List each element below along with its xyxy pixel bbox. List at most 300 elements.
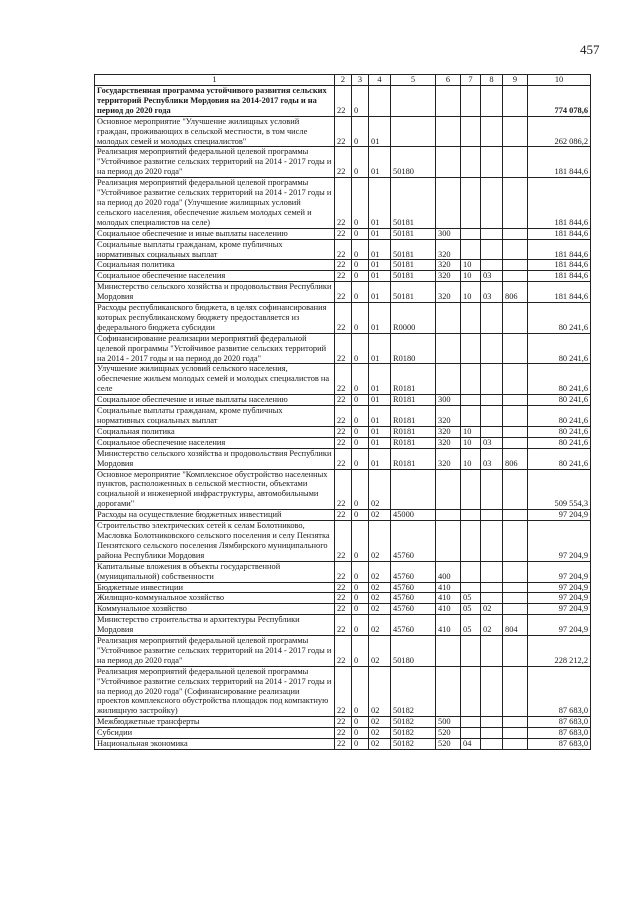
row-code-c3: 0 bbox=[352, 303, 369, 334]
row-code-c6: 410 bbox=[436, 604, 461, 615]
row-code-c8 bbox=[481, 561, 503, 582]
row-code-c3: 0 bbox=[352, 717, 369, 728]
row-code-c6: 320 bbox=[436, 260, 461, 271]
table-row bbox=[95, 239, 591, 260]
row-code-c6 bbox=[436, 303, 461, 334]
row-code-c6 bbox=[436, 510, 461, 521]
row-code-c3: 0 bbox=[352, 615, 369, 636]
table-row bbox=[95, 282, 591, 303]
row-code-c3: 0 bbox=[352, 147, 369, 178]
row-name: Бюджетные инвестиции bbox=[95, 582, 335, 593]
row-code-c4 bbox=[369, 86, 391, 117]
column-header: 8 bbox=[481, 75, 503, 86]
row-code-c3: 0 bbox=[352, 739, 369, 750]
row-code-c9 bbox=[503, 666, 528, 717]
row-code-c7 bbox=[461, 86, 481, 117]
row-amount: 181 844,6 bbox=[528, 228, 591, 239]
row-code-c9 bbox=[503, 561, 528, 582]
row-code-c7 bbox=[461, 239, 481, 260]
row-code-c9: 806 bbox=[503, 448, 528, 469]
row-code-c7 bbox=[461, 666, 481, 717]
row-code-c2: 22 bbox=[335, 666, 352, 717]
row-code-c2: 22 bbox=[335, 448, 352, 469]
row-code-c3: 0 bbox=[352, 521, 369, 562]
row-amount: 80 241,6 bbox=[528, 437, 591, 448]
row-name: Социальная политика bbox=[95, 260, 335, 271]
row-code-c3: 0 bbox=[352, 593, 369, 604]
row-code-c4: 02 bbox=[369, 636, 391, 667]
row-code-c6: 320 bbox=[436, 271, 461, 282]
row-amount: 97 204,9 bbox=[528, 615, 591, 636]
row-code-c6: 320 bbox=[436, 437, 461, 448]
row-name: Социальное обеспечение и иные выплаты населению bbox=[95, 228, 335, 239]
row-code-c9 bbox=[503, 239, 528, 260]
row-code-c7: 10 bbox=[461, 271, 481, 282]
row-code-c8: 03 bbox=[481, 448, 503, 469]
row-code-c2: 22 bbox=[335, 717, 352, 728]
table-row bbox=[95, 604, 591, 615]
table-row bbox=[95, 582, 591, 593]
row-code-c4: 01 bbox=[369, 437, 391, 448]
row-code-c6: 320 bbox=[436, 406, 461, 427]
row-name: Реализация мероприятий федеральной целевой программы "Устойчивое развитие сельских территорий на 2014 - 2017 годы и на период до 2020 года" bbox=[95, 147, 335, 178]
row-code-c3: 0 bbox=[352, 510, 369, 521]
row-code-c9 bbox=[503, 260, 528, 271]
table-row bbox=[95, 636, 591, 667]
row-code-c8 bbox=[481, 406, 503, 427]
row-code-c7: 10 bbox=[461, 437, 481, 448]
row-code-c2: 22 bbox=[335, 364, 352, 395]
row-name: Софинансирование реализации мероприятий федеральной целевой программы "Устойчивое развитие сельских территорий на 2014 - 2017 годы и на период до 2020 года" bbox=[95, 333, 335, 364]
row-code-c7 bbox=[461, 364, 481, 395]
row-code-c7 bbox=[461, 582, 481, 593]
row-code-c9 bbox=[503, 406, 528, 427]
row-code-c8 bbox=[481, 260, 503, 271]
row-code-c4: 01 bbox=[369, 303, 391, 334]
row-code-c6: 320 bbox=[436, 426, 461, 437]
row-code-c2: 22 bbox=[335, 303, 352, 334]
row-code-c7: 05 bbox=[461, 593, 481, 604]
row-code-c8 bbox=[481, 582, 503, 593]
row-code-c2: 22 bbox=[335, 469, 352, 510]
table-row bbox=[95, 364, 591, 395]
row-code-c9 bbox=[503, 271, 528, 282]
row-code-c9 bbox=[503, 604, 528, 615]
row-code-c3: 0 bbox=[352, 228, 369, 239]
row-code-c3: 0 bbox=[352, 86, 369, 117]
row-name: Социальная политика bbox=[95, 426, 335, 437]
row-code-c6: 520 bbox=[436, 728, 461, 739]
table-body bbox=[95, 86, 591, 750]
row-amount: 509 554,3 bbox=[528, 469, 591, 510]
row-code-c4: 01 bbox=[369, 364, 391, 395]
row-code-c7: 10 bbox=[461, 260, 481, 271]
row-amount: 80 241,6 bbox=[528, 395, 591, 406]
row-code-c9: 804 bbox=[503, 615, 528, 636]
row-code-c2: 22 bbox=[335, 260, 352, 271]
row-code-c9 bbox=[503, 395, 528, 406]
row-code-c9 bbox=[503, 426, 528, 437]
row-code-c8 bbox=[481, 178, 503, 229]
row-code-c5: R0000 bbox=[391, 303, 436, 334]
row-code-c6: 520 bbox=[436, 739, 461, 750]
row-code-c3: 0 bbox=[352, 178, 369, 229]
row-code-c8 bbox=[481, 239, 503, 260]
table-row bbox=[95, 510, 591, 521]
row-amount: 87 683,0 bbox=[528, 739, 591, 750]
row-code-c5: 45760 bbox=[391, 521, 436, 562]
table-row bbox=[95, 395, 591, 406]
row-code-c2: 22 bbox=[335, 333, 352, 364]
row-code-c4: 01 bbox=[369, 395, 391, 406]
table-row bbox=[95, 426, 591, 437]
row-amount: 774 078,6 bbox=[528, 86, 591, 117]
row-code-c8 bbox=[481, 469, 503, 510]
row-code-c4: 01 bbox=[369, 282, 391, 303]
row-code-c5: 50181 bbox=[391, 178, 436, 229]
row-code-c7: 10 bbox=[461, 426, 481, 437]
row-amount: 80 241,6 bbox=[528, 426, 591, 437]
row-code-c4: 01 bbox=[369, 228, 391, 239]
row-code-c2: 22 bbox=[335, 228, 352, 239]
row-code-c3: 0 bbox=[352, 561, 369, 582]
page-number: 457 bbox=[580, 42, 600, 57]
row-code-c4: 01 bbox=[369, 426, 391, 437]
row-code-c7: 10 bbox=[461, 282, 481, 303]
row-code-c4: 01 bbox=[369, 178, 391, 229]
row-code-c3: 0 bbox=[352, 728, 369, 739]
row-code-c3: 0 bbox=[352, 406, 369, 427]
row-amount: 97 204,9 bbox=[528, 510, 591, 521]
row-code-c2: 22 bbox=[335, 426, 352, 437]
row-code-c6 bbox=[436, 636, 461, 667]
row-code-c6: 300 bbox=[436, 228, 461, 239]
row-code-c2: 22 bbox=[335, 406, 352, 427]
row-name: Социальное обеспечение населения bbox=[95, 271, 335, 282]
row-code-c3: 0 bbox=[352, 636, 369, 667]
row-name: Реализация мероприятий федеральной целевой программы "Устойчивое развитие сельских территорий на 2014 - 2017 годы и на период до 2020 года" bbox=[95, 636, 335, 667]
row-code-c8 bbox=[481, 728, 503, 739]
row-code-c8 bbox=[481, 593, 503, 604]
column-header: 4 bbox=[369, 75, 391, 86]
row-amount: 80 241,6 bbox=[528, 333, 591, 364]
row-code-c8: 02 bbox=[481, 615, 503, 636]
row-code-c2: 22 bbox=[335, 271, 352, 282]
table-row bbox=[95, 739, 591, 750]
row-code-c9 bbox=[503, 582, 528, 593]
table-row bbox=[95, 406, 591, 427]
row-name: Основное мероприятие "Улучшение жилищных условий граждан, проживающих в сельской местности, в том числе молодых семей и молодых специалистов" bbox=[95, 116, 335, 147]
row-code-c5: 45760 bbox=[391, 604, 436, 615]
row-code-c6 bbox=[436, 364, 461, 395]
row-code-c3: 0 bbox=[352, 271, 369, 282]
row-code-c9: 806 bbox=[503, 282, 528, 303]
row-code-c7 bbox=[461, 636, 481, 667]
row-code-c8 bbox=[481, 426, 503, 437]
row-code-c6: 300 bbox=[436, 395, 461, 406]
row-code-c6: 410 bbox=[436, 593, 461, 604]
row-code-c8: 03 bbox=[481, 271, 503, 282]
row-code-c7 bbox=[461, 178, 481, 229]
row-code-c4: 02 bbox=[369, 521, 391, 562]
row-code-c4: 02 bbox=[369, 666, 391, 717]
row-code-c3: 0 bbox=[352, 364, 369, 395]
row-amount: 262 086,2 bbox=[528, 116, 591, 147]
row-amount: 97 204,9 bbox=[528, 521, 591, 562]
column-header: 9 bbox=[503, 75, 528, 86]
table-row bbox=[95, 437, 591, 448]
table-row bbox=[95, 615, 591, 636]
column-header: 2 bbox=[335, 75, 352, 86]
table-row bbox=[95, 116, 591, 147]
row-amount: 97 204,9 bbox=[528, 604, 591, 615]
row-code-c5: R0181 bbox=[391, 437, 436, 448]
row-name: Жилищно-коммунальное хозяйство bbox=[95, 593, 335, 604]
row-code-c3: 0 bbox=[352, 666, 369, 717]
row-code-c3: 0 bbox=[352, 395, 369, 406]
row-code-c9 bbox=[503, 364, 528, 395]
row-code-c4: 02 bbox=[369, 561, 391, 582]
row-code-c6: 410 bbox=[436, 615, 461, 636]
table-row bbox=[95, 717, 591, 728]
row-code-c5: 50182 bbox=[391, 666, 436, 717]
row-code-c4: 02 bbox=[369, 739, 391, 750]
row-code-c9 bbox=[503, 593, 528, 604]
row-code-c4: 02 bbox=[369, 728, 391, 739]
row-code-c5: 45760 bbox=[391, 593, 436, 604]
column-header: 5 bbox=[391, 75, 436, 86]
row-code-c9 bbox=[503, 717, 528, 728]
row-code-c6: 320 bbox=[436, 448, 461, 469]
row-code-c3: 0 bbox=[352, 260, 369, 271]
row-code-c6: 500 bbox=[436, 717, 461, 728]
row-code-c5 bbox=[391, 86, 436, 117]
row-code-c7 bbox=[461, 717, 481, 728]
row-code-c8 bbox=[481, 116, 503, 147]
row-code-c4: 02 bbox=[369, 593, 391, 604]
row-code-c3: 0 bbox=[352, 437, 369, 448]
row-code-c9 bbox=[503, 147, 528, 178]
row-code-c5: 50181 bbox=[391, 228, 436, 239]
row-code-c9 bbox=[503, 510, 528, 521]
column-header: 3 bbox=[352, 75, 369, 86]
row-code-c7: 10 bbox=[461, 448, 481, 469]
row-amount: 80 241,6 bbox=[528, 364, 591, 395]
row-code-c8 bbox=[481, 303, 503, 334]
row-amount: 181 844,6 bbox=[528, 239, 591, 260]
row-code-c4: 02 bbox=[369, 469, 391, 510]
row-code-c8 bbox=[481, 636, 503, 667]
row-code-c6: 410 bbox=[436, 582, 461, 593]
row-code-c4: 02 bbox=[369, 582, 391, 593]
row-code-c5: 45760 bbox=[391, 582, 436, 593]
row-code-c2: 22 bbox=[335, 636, 352, 667]
row-code-c2: 22 bbox=[335, 593, 352, 604]
row-code-c2: 22 bbox=[335, 739, 352, 750]
column-header: 6 bbox=[436, 75, 461, 86]
row-code-c9 bbox=[503, 303, 528, 334]
row-code-c5: 50181 bbox=[391, 271, 436, 282]
row-code-c9 bbox=[503, 333, 528, 364]
row-code-c2: 22 bbox=[335, 86, 352, 117]
column-header: 7 bbox=[461, 75, 481, 86]
row-code-c5: 45760 bbox=[391, 615, 436, 636]
row-code-c9 bbox=[503, 728, 528, 739]
row-code-c5: R0181 bbox=[391, 364, 436, 395]
row-name: Субсидии bbox=[95, 728, 335, 739]
row-code-c3: 0 bbox=[352, 116, 369, 147]
row-amount: 181 844,6 bbox=[528, 178, 591, 229]
row-code-c8 bbox=[481, 228, 503, 239]
column-header: 10 bbox=[528, 75, 591, 86]
table-row bbox=[95, 178, 591, 229]
row-code-c7 bbox=[461, 406, 481, 427]
row-code-c3: 0 bbox=[352, 469, 369, 510]
row-code-c7: 05 bbox=[461, 604, 481, 615]
row-code-c9 bbox=[503, 469, 528, 510]
row-code-c4: 02 bbox=[369, 604, 391, 615]
table-row bbox=[95, 728, 591, 739]
row-code-c5: 45760 bbox=[391, 561, 436, 582]
row-name: Социальные выплаты гражданам, кроме публичных нормативных социальных выплат bbox=[95, 406, 335, 427]
column-header: 1 bbox=[95, 75, 335, 86]
row-name: Коммунальное хозяйство bbox=[95, 604, 335, 615]
row-code-c7 bbox=[461, 521, 481, 562]
row-name: Министерство строительства и архитектуры Республики Мордовия bbox=[95, 615, 335, 636]
row-code-c6: 400 bbox=[436, 561, 461, 582]
table-row bbox=[95, 147, 591, 178]
row-code-c2: 22 bbox=[335, 282, 352, 303]
row-code-c9 bbox=[503, 521, 528, 562]
row-name: Расходы на осуществление бюджетных инвестиций bbox=[95, 510, 335, 521]
row-code-c2: 22 bbox=[335, 510, 352, 521]
row-name: Государственная программа устойчивого развития сельских территорий Республики Мордовия на 2014-2017 годы и на период до 2020 года bbox=[95, 86, 335, 117]
row-code-c7 bbox=[461, 469, 481, 510]
row-amount: 80 241,6 bbox=[528, 448, 591, 469]
row-code-c7 bbox=[461, 147, 481, 178]
row-code-c3: 0 bbox=[352, 282, 369, 303]
row-code-c8 bbox=[481, 86, 503, 117]
row-code-c4: 01 bbox=[369, 333, 391, 364]
row-code-c6 bbox=[436, 86, 461, 117]
row-code-c4: 01 bbox=[369, 239, 391, 260]
table-row bbox=[95, 260, 591, 271]
row-code-c9 bbox=[503, 739, 528, 750]
row-amount: 228 212,2 bbox=[528, 636, 591, 667]
row-code-c7: 04 bbox=[461, 739, 481, 750]
row-code-c7 bbox=[461, 228, 481, 239]
row-code-c5 bbox=[391, 116, 436, 147]
row-code-c3: 0 bbox=[352, 582, 369, 593]
row-name: Социальные выплаты гражданам, кроме публичных нормативных социальных выплат bbox=[95, 239, 335, 260]
row-code-c4: 01 bbox=[369, 147, 391, 178]
row-amount: 80 241,6 bbox=[528, 303, 591, 334]
row-code-c3: 0 bbox=[352, 239, 369, 260]
row-code-c4: 01 bbox=[369, 448, 391, 469]
row-code-c7 bbox=[461, 116, 481, 147]
row-amount: 97 204,9 bbox=[528, 582, 591, 593]
row-name: Основное мероприятие "Комплексное обустройство населенных пунктов, расположенных в сельской местности, объектами социальной и инженерной инфраструктуры, автомобильными дорогами" bbox=[95, 469, 335, 510]
row-code-c5: 45000 bbox=[391, 510, 436, 521]
row-code-c4: 02 bbox=[369, 510, 391, 521]
row-name: Министерство сельского хозяйства и продовольствия Республики Мордовия bbox=[95, 448, 335, 469]
row-code-c4: 01 bbox=[369, 271, 391, 282]
row-code-c9 bbox=[503, 178, 528, 229]
row-code-c5 bbox=[391, 469, 436, 510]
budget-table bbox=[94, 74, 591, 750]
row-code-c8 bbox=[481, 510, 503, 521]
row-code-c8 bbox=[481, 364, 503, 395]
row-name: Межбюджетные трансферты bbox=[95, 717, 335, 728]
row-code-c8 bbox=[481, 333, 503, 364]
row-code-c5: 50182 bbox=[391, 739, 436, 750]
row-code-c7 bbox=[461, 561, 481, 582]
row-code-c9 bbox=[503, 116, 528, 147]
row-amount: 87 683,0 bbox=[528, 717, 591, 728]
row-code-c2: 22 bbox=[335, 521, 352, 562]
row-code-c5: 50182 bbox=[391, 728, 436, 739]
row-code-c7: 05 bbox=[461, 615, 481, 636]
row-code-c2: 22 bbox=[335, 239, 352, 260]
row-code-c7 bbox=[461, 303, 481, 334]
row-code-c7 bbox=[461, 510, 481, 521]
row-amount: 181 844,6 bbox=[528, 260, 591, 271]
row-code-c4: 01 bbox=[369, 406, 391, 427]
row-code-c3: 0 bbox=[352, 426, 369, 437]
row-code-c6 bbox=[436, 147, 461, 178]
row-code-c2: 22 bbox=[335, 116, 352, 147]
row-code-c2: 22 bbox=[335, 561, 352, 582]
row-name: Капитальные вложения в объекты государственной (муниципальной) собственности bbox=[95, 561, 335, 582]
table-row bbox=[95, 469, 591, 510]
row-code-c9 bbox=[503, 86, 528, 117]
row-code-c5: R0181 bbox=[391, 448, 436, 469]
row-name: Реализация мероприятий федеральной целевой программы "Устойчивое развитие сельских территорий на 2014 - 2017 годы и на период до 2020 года" (Софинансирование реализации проектов комплексного обустройства площадок под компактную жилищную застройку) bbox=[95, 666, 335, 717]
row-code-c7 bbox=[461, 728, 481, 739]
row-code-c5: 50181 bbox=[391, 239, 436, 260]
table-row bbox=[95, 666, 591, 717]
row-code-c6 bbox=[436, 521, 461, 562]
row-amount: 97 204,9 bbox=[528, 561, 591, 582]
row-code-c8: 02 bbox=[481, 604, 503, 615]
row-name: Строительство электрических сетей к селам Болотниково, Масловка Болотниковского сельского поселения и селу Пензятка Пензятского сельского поселения Лямбирского муниципального района Республики Мордовия bbox=[95, 521, 335, 562]
row-code-c6 bbox=[436, 333, 461, 364]
row-code-c2: 22 bbox=[335, 604, 352, 615]
row-code-c2: 22 bbox=[335, 582, 352, 593]
row-code-c6 bbox=[436, 116, 461, 147]
row-code-c8 bbox=[481, 521, 503, 562]
table-row bbox=[95, 521, 591, 562]
row-code-c9 bbox=[503, 437, 528, 448]
row-code-c4: 02 bbox=[369, 615, 391, 636]
row-code-c4: 01 bbox=[369, 260, 391, 271]
row-code-c9 bbox=[503, 636, 528, 667]
row-code-c8 bbox=[481, 739, 503, 750]
row-name: Улучшение жилищных условий сельского населения, обеспечение жильем молодых семей и молодых специалистов на селе bbox=[95, 364, 335, 395]
row-code-c5: R0180 bbox=[391, 333, 436, 364]
row-code-c2: 22 bbox=[335, 615, 352, 636]
table-row bbox=[95, 86, 591, 117]
row-code-c5: R0181 bbox=[391, 406, 436, 427]
row-code-c5: 50181 bbox=[391, 282, 436, 303]
row-code-c6 bbox=[436, 469, 461, 510]
table-row bbox=[95, 271, 591, 282]
row-code-c2: 22 bbox=[335, 395, 352, 406]
row-code-c5: R0181 bbox=[391, 395, 436, 406]
row-code-c6: 320 bbox=[436, 239, 461, 260]
row-name: Министерство сельского хозяйства и продовольствия Республики Мордовия bbox=[95, 282, 335, 303]
row-amount: 97 204,9 bbox=[528, 593, 591, 604]
